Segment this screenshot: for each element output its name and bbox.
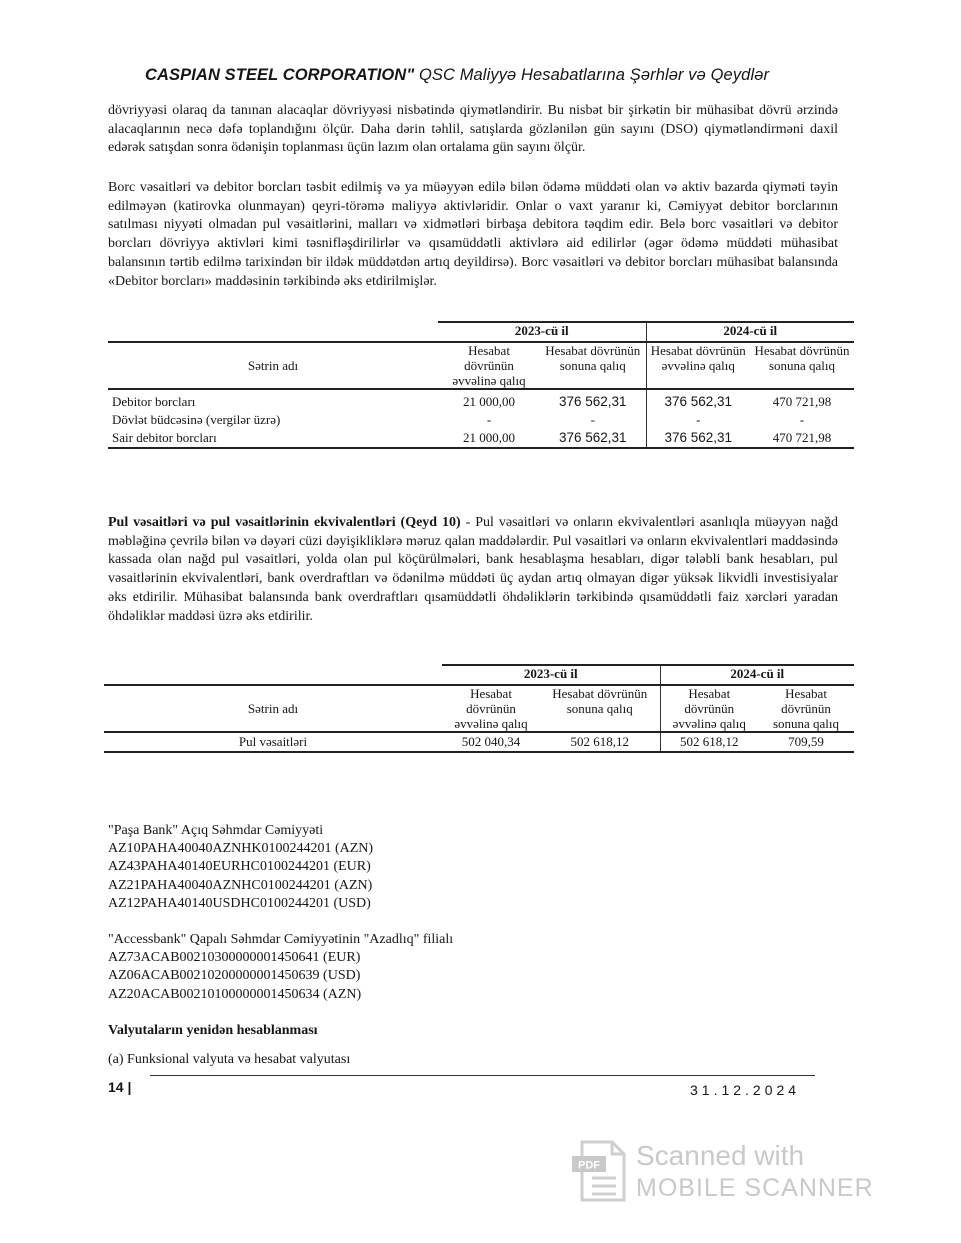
cell-value: - <box>799 412 805 427</box>
bank-account: AZ10PAHA40040AZNHK0100244201 (AZN) <box>108 841 374 857</box>
paragraph-cash-title: Pul vəsaitləri və pul vəsaitlərinin ekvivalentləri (Qeyd 10) <box>108 515 461 530</box>
company-name: CASPIAN STEEL CORPORATION" <box>145 66 415 84</box>
bank-account: AZ06ACAB00210200000001450639 (USD) <box>108 968 361 984</box>
cell-value: - <box>646 411 750 429</box>
cell-value: 709,59 <box>758 732 854 752</box>
column-header: Hesabat dövrünün əvvəlinə qalıq <box>442 685 540 732</box>
table-row <box>108 429 854 448</box>
bank-name: "Accessbank" Qapalı Səhmdar Cəmiyyətinin "Azadlıq" filialı <box>108 932 454 948</box>
column-header: Hesabat dövrünün əvvəlinə qalıq <box>646 342 750 389</box>
pdf-document-icon <box>572 1140 628 1202</box>
table-row <box>108 389 854 411</box>
page-number: 14 | <box>108 1079 132 1095</box>
column-label: Sətrin adı <box>104 685 442 732</box>
bank-name: "Paşa Bank" Açıq Səhmdar Cəmiyyəti <box>108 823 324 838</box>
cell-value: - <box>486 412 492 427</box>
cell-value: 502 618,12 <box>660 732 758 752</box>
cell-value: - <box>590 412 595 427</box>
scanner-watermark <box>572 1140 874 1205</box>
paragraph-cash-equivalents <box>108 514 838 626</box>
header-title: QSC Maliyyə Hesabatlarına Şərhlər və Qeydlər <box>414 66 770 84</box>
paragraph-loans-receivables: Borc vəsaitləri və debitor borcları təsbit edilmiş və ya müəyyən edilə bilən ödəmə müddəti olan və aktiv bazarda qiyməti təyin edilməyən (katirovka olunmayan) qeyri-törəmə maliyyə aktivləridir. Onlar o vaxt yaranır ki, Cəmiyyət debitor borclarının satılması niyyəti olmadan pul vəsaitlərini, malları və xidmətləri birbaşa debitora təqdim edir. Belə borc vəsaitləri və debitor borcları dövriyyə aktivləri kimi təsnifləşdirilirlər və qısamüddətli aktivlərə aid edilirlər (əgər ödəmə müddəti mühasibat balansının tərtib edilmə tarixindən bir ildək müddətdən artıq deyildirsə). Borc vəsaitləri və debitor borcları mühasibat balansında «Debitor borcları» maddəsinin tərkibində əks etdirilmişlər. <box>108 180 838 289</box>
column-header: Hesabat dövrünün sonuna qalıq <box>540 342 646 389</box>
cell-value: 376 562,31 <box>646 389 750 411</box>
column-header: Hesabat dövrünün sonuna qalıq <box>758 685 854 732</box>
table-row <box>104 732 854 752</box>
bank-account: AZ20ACAB00210100000001450634 (AZN) <box>108 986 362 1002</box>
paragraph-cash-text: - Pul vəsaitləri və onların ekvivalentləri asanlıqla müəyyən nağd məbləğinə çevrilə bilən və dəyəri cüzi dəyişikliklərə məruz qalan maddələrdir. Pul vəsaitləri və onların ekvivalentləri maddəsində kassada olan nağd pul vəsaitləri, yolda olan pul köçürülmələri, bank hesablaşma hesabları, digər tələbli bank hesabları, pul vəsaitlərinin ekvivalentləri, bank overdraftları və ödənilmə müddəti üç aydan artıq olmayan digər yüksək likvidli investisiyalar əks etdirilir. Mühasibat balansında bank overdraftları qısamüddətli öhdəliklərin tərkibində qısamüddətli faiz xərcləri yaradan öhdəliklər maddəsi üzrə əks etdirilir. <box>108 515 838 624</box>
cell-value: 21 000,00 <box>438 429 540 448</box>
row-label: Sair debitor borcları <box>108 429 438 448</box>
bank-account: AZ43PAHA40140EURHC0100244201 (EUR) <box>108 859 371 875</box>
column-header: Hesabat dövrünün əvvəlinə qalıq <box>438 342 540 389</box>
year-header-2023: 2023-cü il <box>438 322 646 342</box>
column-header: Hesabat dövrünün sonuna qalıq <box>540 685 660 732</box>
cash-table <box>104 664 854 753</box>
cell-value: 376 562,31 <box>646 429 750 448</box>
cell-value: 502 618,12 <box>540 732 660 752</box>
cell-value: 376 562,31 <box>540 429 646 448</box>
pdf-badge-label: PDF <box>578 1159 600 1172</box>
bank-account: AZ73ACAB00210300000001450641 (EUR) <box>108 950 361 966</box>
year-header-2024: 2024-cü il <box>660 665 854 685</box>
column-header: Hesabat dövrünün əvvəlinə qalıq <box>660 685 758 732</box>
footer-date: 31.12.2024 <box>690 1082 801 1098</box>
row-label: Dövlət büdcəsinə (vergilər üzrə) <box>112 412 281 427</box>
page-header <box>145 66 845 85</box>
row-label: Debitor borcları <box>108 389 438 411</box>
receivables-table <box>108 321 854 449</box>
row-label: Pul vəsaitləri <box>104 732 442 752</box>
cell-value: 470 721,98 <box>750 389 854 411</box>
paragraph-receivables-turnover: dövriyyəsi olaraq da tanınan alacaqlar dövriyyəsi nisbətində qiymətləndirir. Bu nisbət bir şirkətin bir mühasibat dövrü ərzində alacaqlarının necə dəfə toplandığını ölçür. Daha dərin təhlil, satışlarda gözlənilən gün sayını (DSO) qiymətləndirməni daxil edərək satışdan sonra ödənişin toplanması üçün lazım olan ortalama gün sayını ölçür. <box>108 103 838 156</box>
table-row <box>108 411 854 429</box>
bank-account: AZ21PAHA40040AZNHC0100244201 (AZN) <box>108 877 373 893</box>
bank-account: AZ12PAHA40140USDHC0100244201 (USD) <box>108 895 371 911</box>
cell-value: 21 000,00 <box>438 389 540 411</box>
section-title: Valyutaların yenidən hesablanması <box>108 1023 318 1038</box>
cell-value: 470 721,98 <box>750 429 854 448</box>
column-label: Sətrin adı <box>108 342 438 389</box>
cell-value: 376 562,31 <box>540 389 646 411</box>
year-header-2023: 2023-cü il <box>442 665 660 685</box>
cell-value: 502 040,34 <box>442 732 540 752</box>
footer-divider <box>150 1075 815 1076</box>
watermark-line2: MOBILE SCANNER <box>636 1174 874 1202</box>
year-header-2024: 2024-cü il <box>646 322 854 342</box>
bank-accounts <box>108 822 453 1004</box>
column-header: Hesabat dövrünün sonuna qalıq <box>750 342 854 389</box>
section-subtitle: (a) Funksional valyuta və hesabat valyutası <box>108 1052 351 1067</box>
watermark-line1: Scanned with <box>636 1140 805 1171</box>
